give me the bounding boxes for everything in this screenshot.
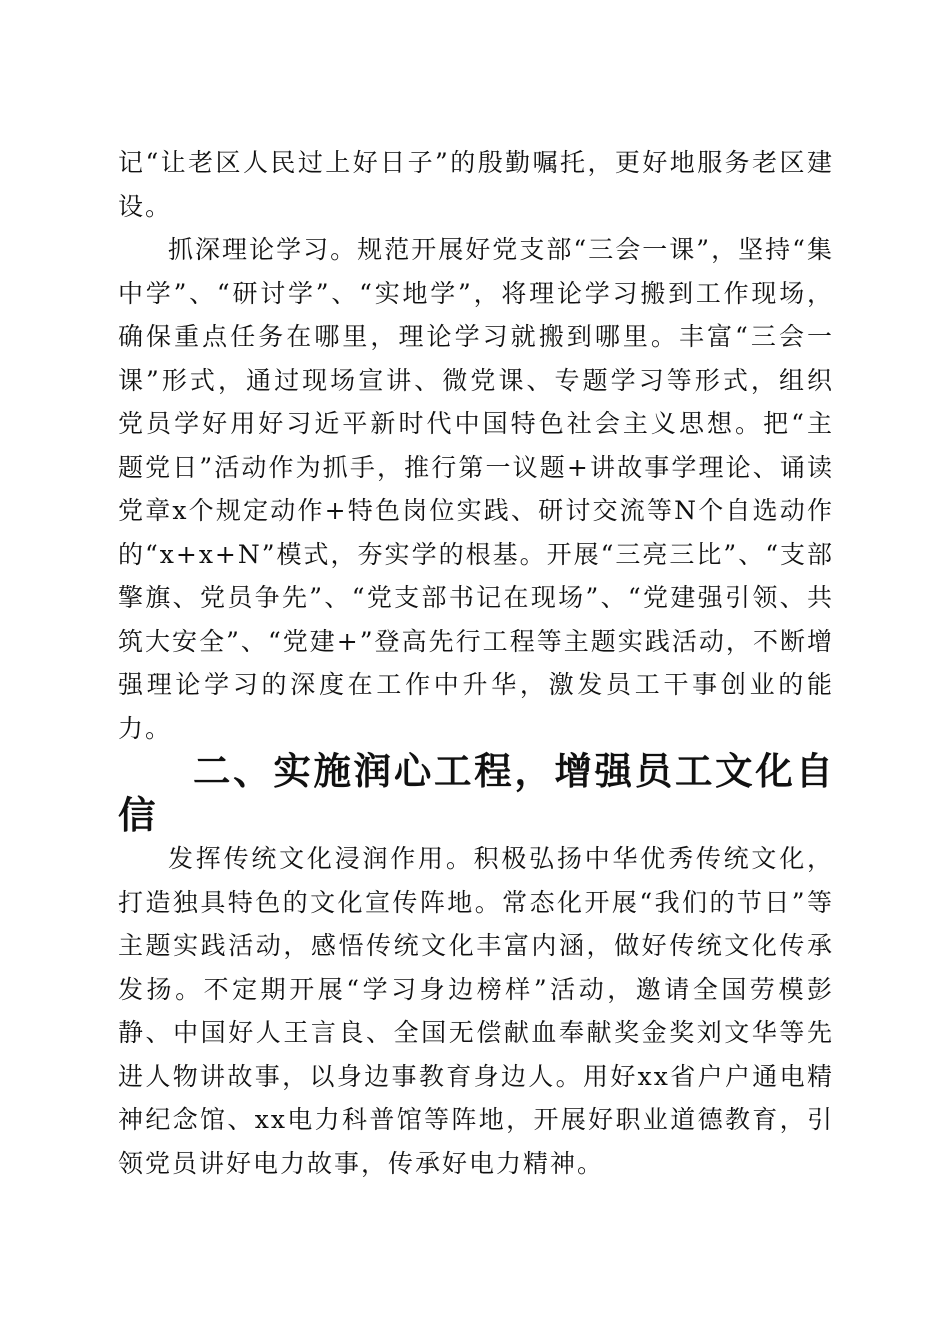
paragraph-traditional-culture: 发挥传统文化浸润作用。积极弘扬中华优秀传统文化，打造独具特色的文化宣传阵地。常态化开展“我们的节日”等主题实践活动，感悟传统文化丰富内涵，做好传统文化传承发扬。不定期开展“学习身边榜样”活动，邀请全国劳模彭静、中国好人王言良、全国无偿献血奉献奖金奖刘文华等先进人物讲故事，以身边事教育身边人。用好xx省户户通电精神纪念馆、xx电力科普馆等阵地，开展好职业道德教育，引领党员讲好电力故事，传承好电力精神。 (118, 844, 834, 1178)
section-heading: 二、实施润心工程，增强员工文化自信 (118, 749, 834, 837)
paragraph-theory-study: 抓深理论学习。规范开展好党支部“三会一课”，坚持“集中学”、“研讨学”、“实地学”，将理论学习搬到工作现场，确保重点任务在哪里，理论学习就搬到哪里。丰富“三会一课”形式，通过现场宣讲、微党课、专题学习等形式，组织党员学好用好习近平新时代中国特色社会主义思想。把“主题党日”活动作为抓手，推行第一议题+讲故事学理论、诵读党章x个规定动作+特色岗位实践、研讨交流等N个自选动作的“x+x+N”模式，夯实学的根基。开展“三亮三比”、“支部擎旗、党员争先”、“党支部书记在现场”、“党建强引领、共筑大安全”、“党建+”登高先行工程等主题实践活动，不断增强理论学习的深度在工作中升华，激发员工干事创业的能力。 (118, 235, 834, 743)
paragraph-continuation: 记“让老区人民过上好日子”的殷勤嘱托，更好地服务老区建设。 (118, 148, 834, 221)
document-body (118, 141, 834, 1185)
